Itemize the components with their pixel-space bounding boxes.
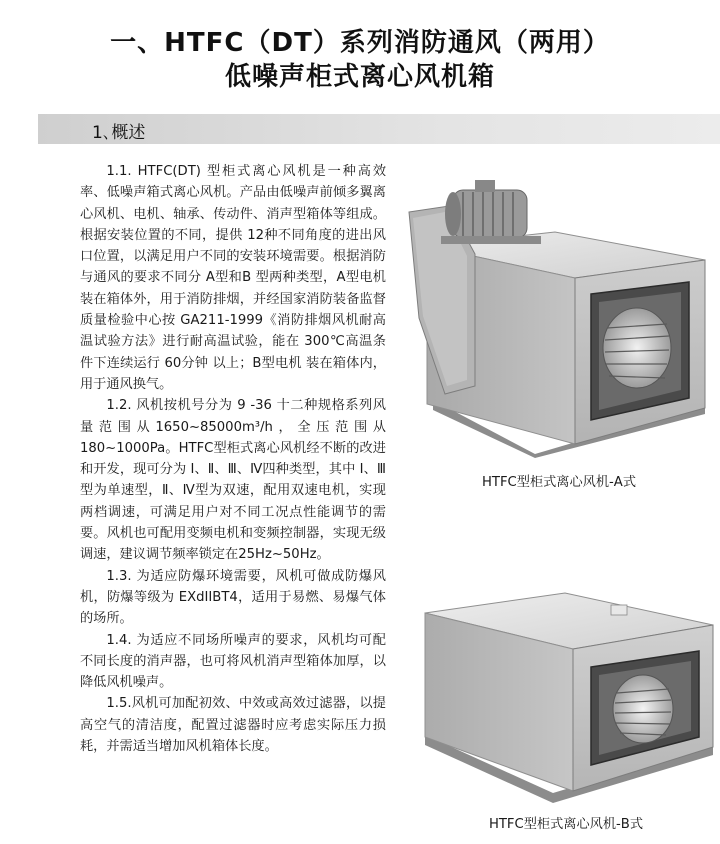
page-title-line2: 低噪声柜式离心风机箱 [224, 62, 495, 92]
paragraph-1-2: 1.2. 风机按机号分为 9 -36 十二种规格系列风量范围从1650~85000m³/h，全压范围从180~1000Pa。HTFC型柜式离心风机经不断的改进和开发，现可分为 Ⅰ、Ⅱ、Ⅲ、Ⅳ四种类型，其中 Ⅰ、Ⅲ型为单速型，Ⅱ、Ⅳ型为双速，配用双速电机，实现两档调速，可满足用户对不同工况点性能调节的需要。风机也可配用变频电机和变频控制器，实现无级调速，建议调节频率锁定在25Hz~50Hz。 [80, 398, 386, 563]
paragraph-1-1: 1.1. HTFC(DT) 型柜式离心风机是一种高效率、低噪声箱式离心风机。产品由低噪声前倾多翼离心风机、电机、轴承、传动件、消声型箱体等组成。根据安装位置的不同，提供 12种不同角度的进出风口位置，以满足用户不同的安装环境需要。根据消防与通风的要求不同分 A型和B 型两种类型，A型电机装在箱体外，用于消防排烟，并经国家消防装备监督质量检验中心按 GA211-1999《消防排烟风机耐高温试验方法》进行耐高温试验，能在 300℃高温条件下连续运行 60分钟 以上；B型电机 装在箱体内，用于通风换气。 [80, 164, 386, 392]
paragraph-1-5: 1.5.风机可加配初效、中效或高效过滤器，以提高空气的清洁度，配置过滤器时应考虑实际压力损耗，并需适当增加风机箱体长度。 [80, 696, 386, 755]
fan-cabinet-b-image [415, 585, 717, 803]
figure-a-caption: HTFC型柜式离心风机-A式 [481, 475, 637, 490]
paragraph-1-3: 1.3. 为适应防爆环境需要，风机可做成防爆风机，防爆等级为 EXdIIBT4，适用于易燃、易爆气体的场所。 [80, 568, 386, 627]
overview-text [80, 161, 386, 757]
fan-cabinet-a-image [405, 168, 713, 458]
section-title: 1､概述 [92, 123, 146, 143]
page-title-line1: 一、HTFC（DT）系列消防通风（两用） [110, 28, 610, 58]
figure-b-caption: HTFC型柜式离心风机-B式 [488, 817, 644, 832]
paragraph-1-4: 1.4. 为适应不同场所噪声的要求，风机均可配不同长度的消声器，也可将风机消声型箱体加厚，以降低风机噪声。 [80, 632, 386, 691]
